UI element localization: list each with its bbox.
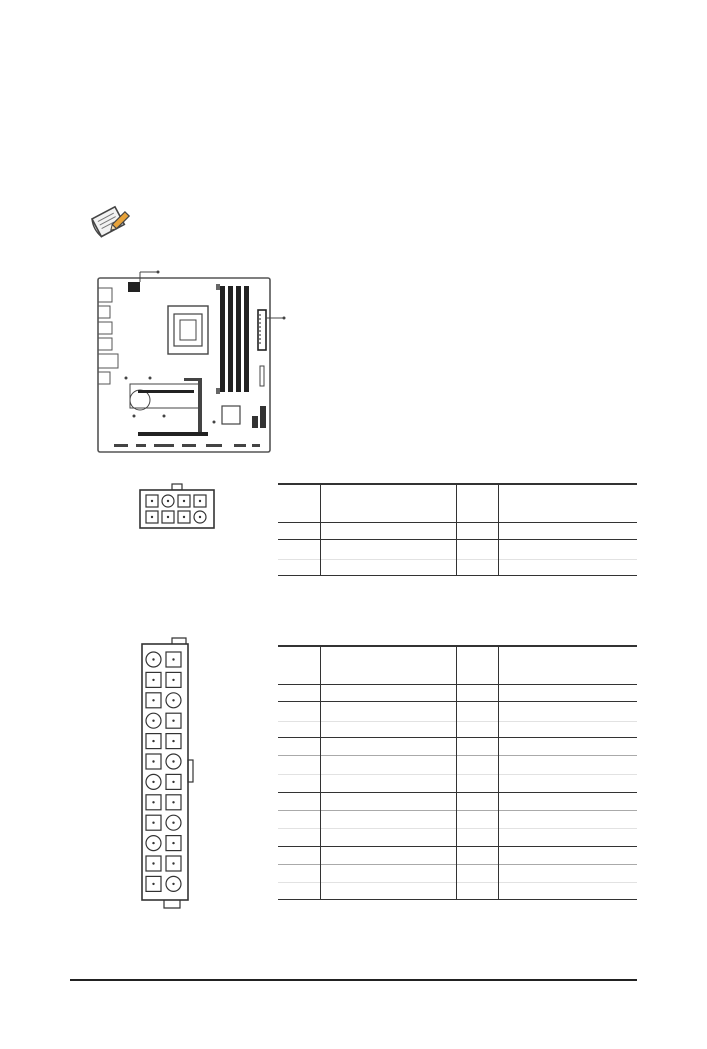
table-cell bbox=[456, 701, 498, 721]
table-cell bbox=[498, 864, 637, 882]
table-cell bbox=[278, 882, 320, 899]
table-cell bbox=[498, 882, 637, 899]
connector-pin-contact bbox=[152, 658, 154, 660]
table-cell bbox=[320, 882, 456, 899]
atx-8pin-connector-diagram bbox=[136, 482, 216, 532]
header-cell bbox=[278, 484, 320, 522]
connector-pin-contact bbox=[172, 760, 174, 762]
table-header-row bbox=[278, 484, 637, 522]
table-cell bbox=[498, 684, 637, 701]
table-row bbox=[278, 846, 637, 864]
header-cell bbox=[498, 484, 637, 522]
table-cell bbox=[278, 755, 320, 774]
header-cell bbox=[320, 484, 456, 522]
table-cell bbox=[456, 846, 498, 864]
table-cell bbox=[278, 684, 320, 701]
table-cell bbox=[320, 721, 456, 737]
connector-pin-contact bbox=[152, 822, 154, 824]
table-cell bbox=[278, 810, 320, 828]
table-cell bbox=[320, 684, 456, 701]
header-cell bbox=[320, 646, 456, 684]
connector-pin-contact bbox=[172, 842, 174, 844]
table-row bbox=[278, 721, 637, 737]
connector-pin-contact bbox=[172, 699, 174, 701]
header-cell bbox=[456, 484, 498, 522]
table-cell bbox=[278, 828, 320, 846]
table-row bbox=[278, 792, 637, 810]
memo-pencil-icon bbox=[90, 203, 132, 241]
table-cell bbox=[320, 828, 456, 846]
table-cell bbox=[456, 684, 498, 701]
table-cell bbox=[456, 792, 498, 810]
table-header-row bbox=[278, 646, 637, 684]
table-cell bbox=[320, 864, 456, 882]
table-row bbox=[278, 774, 637, 792]
header-cell bbox=[456, 646, 498, 684]
connector-pin-contact bbox=[172, 781, 174, 783]
table-cell bbox=[320, 846, 456, 864]
table-cell bbox=[320, 701, 456, 721]
table-cell bbox=[320, 810, 456, 828]
table-cell bbox=[320, 792, 456, 810]
table-cell bbox=[278, 522, 320, 539]
table-row bbox=[278, 522, 637, 539]
motherboard-layout-diagram bbox=[94, 266, 294, 456]
connector-pin-contact bbox=[172, 658, 174, 660]
table-cell bbox=[498, 828, 637, 846]
connector-pin-contact bbox=[172, 740, 174, 742]
table-cell bbox=[456, 828, 498, 846]
table-row bbox=[278, 559, 637, 575]
atx-24pin-pinout-table bbox=[278, 645, 637, 900]
table-row bbox=[278, 755, 637, 774]
table-cell bbox=[278, 539, 320, 559]
connector-pin-contact bbox=[172, 679, 174, 681]
connector-pin-contact bbox=[152, 760, 154, 762]
connector-pin-contact bbox=[152, 842, 154, 844]
connector-pin-contact bbox=[172, 822, 174, 824]
atx-8pin-pinout-table bbox=[278, 483, 637, 576]
table-row bbox=[278, 539, 637, 559]
connector-pin-contact bbox=[152, 862, 154, 864]
table-cell bbox=[498, 522, 637, 539]
table-cell bbox=[320, 755, 456, 774]
table-cell bbox=[456, 755, 498, 774]
table-row bbox=[278, 828, 637, 846]
table-cell bbox=[278, 721, 320, 737]
table-cell bbox=[498, 846, 637, 864]
table-cell bbox=[456, 522, 498, 539]
table-cell bbox=[278, 774, 320, 792]
table-cell bbox=[278, 559, 320, 575]
table-cell bbox=[278, 701, 320, 721]
table-cell bbox=[278, 864, 320, 882]
table-cell bbox=[320, 539, 456, 559]
table-cell bbox=[498, 539, 637, 559]
connector-pin-contact bbox=[152, 679, 154, 681]
connector-pin-contact bbox=[152, 781, 154, 783]
table-cell bbox=[498, 810, 637, 828]
table-cell bbox=[320, 522, 456, 539]
table-cell bbox=[456, 559, 498, 575]
table-row bbox=[278, 684, 637, 701]
table-cell bbox=[278, 792, 320, 810]
atx-24pin-connector-diagram bbox=[136, 634, 200, 914]
connector-pin-contact bbox=[152, 801, 154, 803]
table-row bbox=[278, 701, 637, 721]
table-cell bbox=[278, 737, 320, 755]
connector-pin-contact bbox=[172, 801, 174, 803]
table-row bbox=[278, 737, 637, 755]
connector-pin-contact bbox=[172, 720, 174, 722]
table-cell bbox=[320, 737, 456, 755]
connector-pin-contact bbox=[172, 883, 174, 885]
table-cell bbox=[320, 774, 456, 792]
table-cell bbox=[498, 701, 637, 721]
connector-pin-contact bbox=[152, 740, 154, 742]
connector-pin-contact bbox=[172, 862, 174, 864]
table-row bbox=[278, 882, 637, 899]
table-cell bbox=[498, 792, 637, 810]
table-cell bbox=[498, 755, 637, 774]
table-cell bbox=[498, 559, 637, 575]
table-cell bbox=[456, 882, 498, 899]
table-cell bbox=[498, 774, 637, 792]
table-row bbox=[278, 864, 637, 882]
table-cell bbox=[456, 864, 498, 882]
table-cell bbox=[456, 539, 498, 559]
table-cell bbox=[456, 774, 498, 792]
table-cell bbox=[498, 721, 637, 737]
connector-pin-contact bbox=[152, 720, 154, 722]
footer-divider bbox=[70, 979, 637, 981]
table-cell bbox=[456, 737, 498, 755]
table-cell bbox=[278, 846, 320, 864]
table-cell bbox=[456, 721, 498, 737]
table-row bbox=[278, 810, 637, 828]
header-cell bbox=[498, 646, 637, 684]
header-cell bbox=[278, 646, 320, 684]
connector-pin-contact bbox=[152, 883, 154, 885]
connector-pin-contact bbox=[152, 699, 154, 701]
table-cell bbox=[498, 737, 637, 755]
table-cell bbox=[456, 810, 498, 828]
table-cell bbox=[320, 559, 456, 575]
